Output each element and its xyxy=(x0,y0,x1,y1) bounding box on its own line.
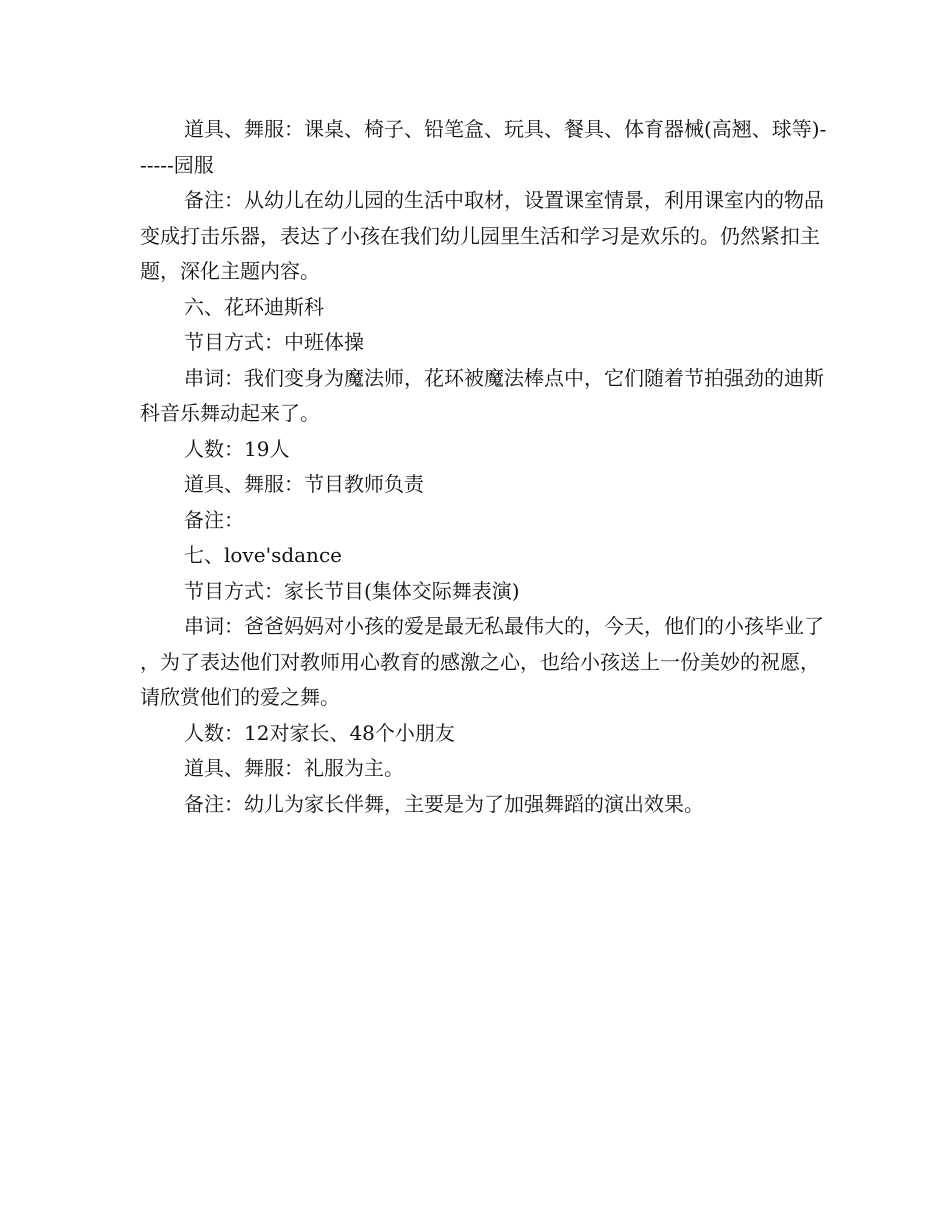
host-script-paragraph: 串词：爸爸妈妈对小孩的爱是最无私最伟大的，今天，他们的小孩毕业了，为了表达他们对教师用心教育的感激之心，也给小孩送上一份美妙的祝愿，请欣赏他们的爱之舞。 xyxy=(140,614,824,709)
host-script-paragraph: 串词：我们变身为魔法师，花环被魔法棒点中，它们随着节拍强劲的迪斯科音乐舞动起来了。 xyxy=(140,365,824,425)
program-type-paragraph: 节目方式：中班体操 xyxy=(184,330,364,354)
remark-paragraph: 备注：幼儿为家长伴舞，主要是为了加强舞蹈的演出效果。 xyxy=(184,791,704,816)
remark-paragraph: 备注：从幼儿在幼儿园的生活中取材，设置课室情景，利用课室内的物品变成打击乐器，表达了小孩在我们幼儿园里生活和学习是欢乐的。仍然紧扣主题，深化主题内容。 xyxy=(140,188,824,283)
program-type-paragraph: 节目方式：家长节目(集体交际舞表演) xyxy=(184,578,520,603)
section-heading-six: 六、花环迪斯科 xyxy=(184,294,324,319)
props-costume-paragraph: 道具、舞服：礼服为主。 xyxy=(184,756,404,780)
document-body xyxy=(140,112,830,822)
participants-paragraph: 人数：12对家长、48个小朋友 xyxy=(184,720,455,745)
section-heading-seven: 七、love'sdance xyxy=(184,543,342,567)
props-costume-paragraph: 道具、舞服：课桌、椅子、铅笔盒、玩具、餐具、体育器械(高翘、球等)------园服 xyxy=(140,117,827,177)
props-costume-paragraph: 道具、舞服：节目教师负责 xyxy=(184,472,424,496)
remark-paragraph: 备注： xyxy=(184,507,244,532)
participants-paragraph: 人数：19人 xyxy=(184,436,290,461)
